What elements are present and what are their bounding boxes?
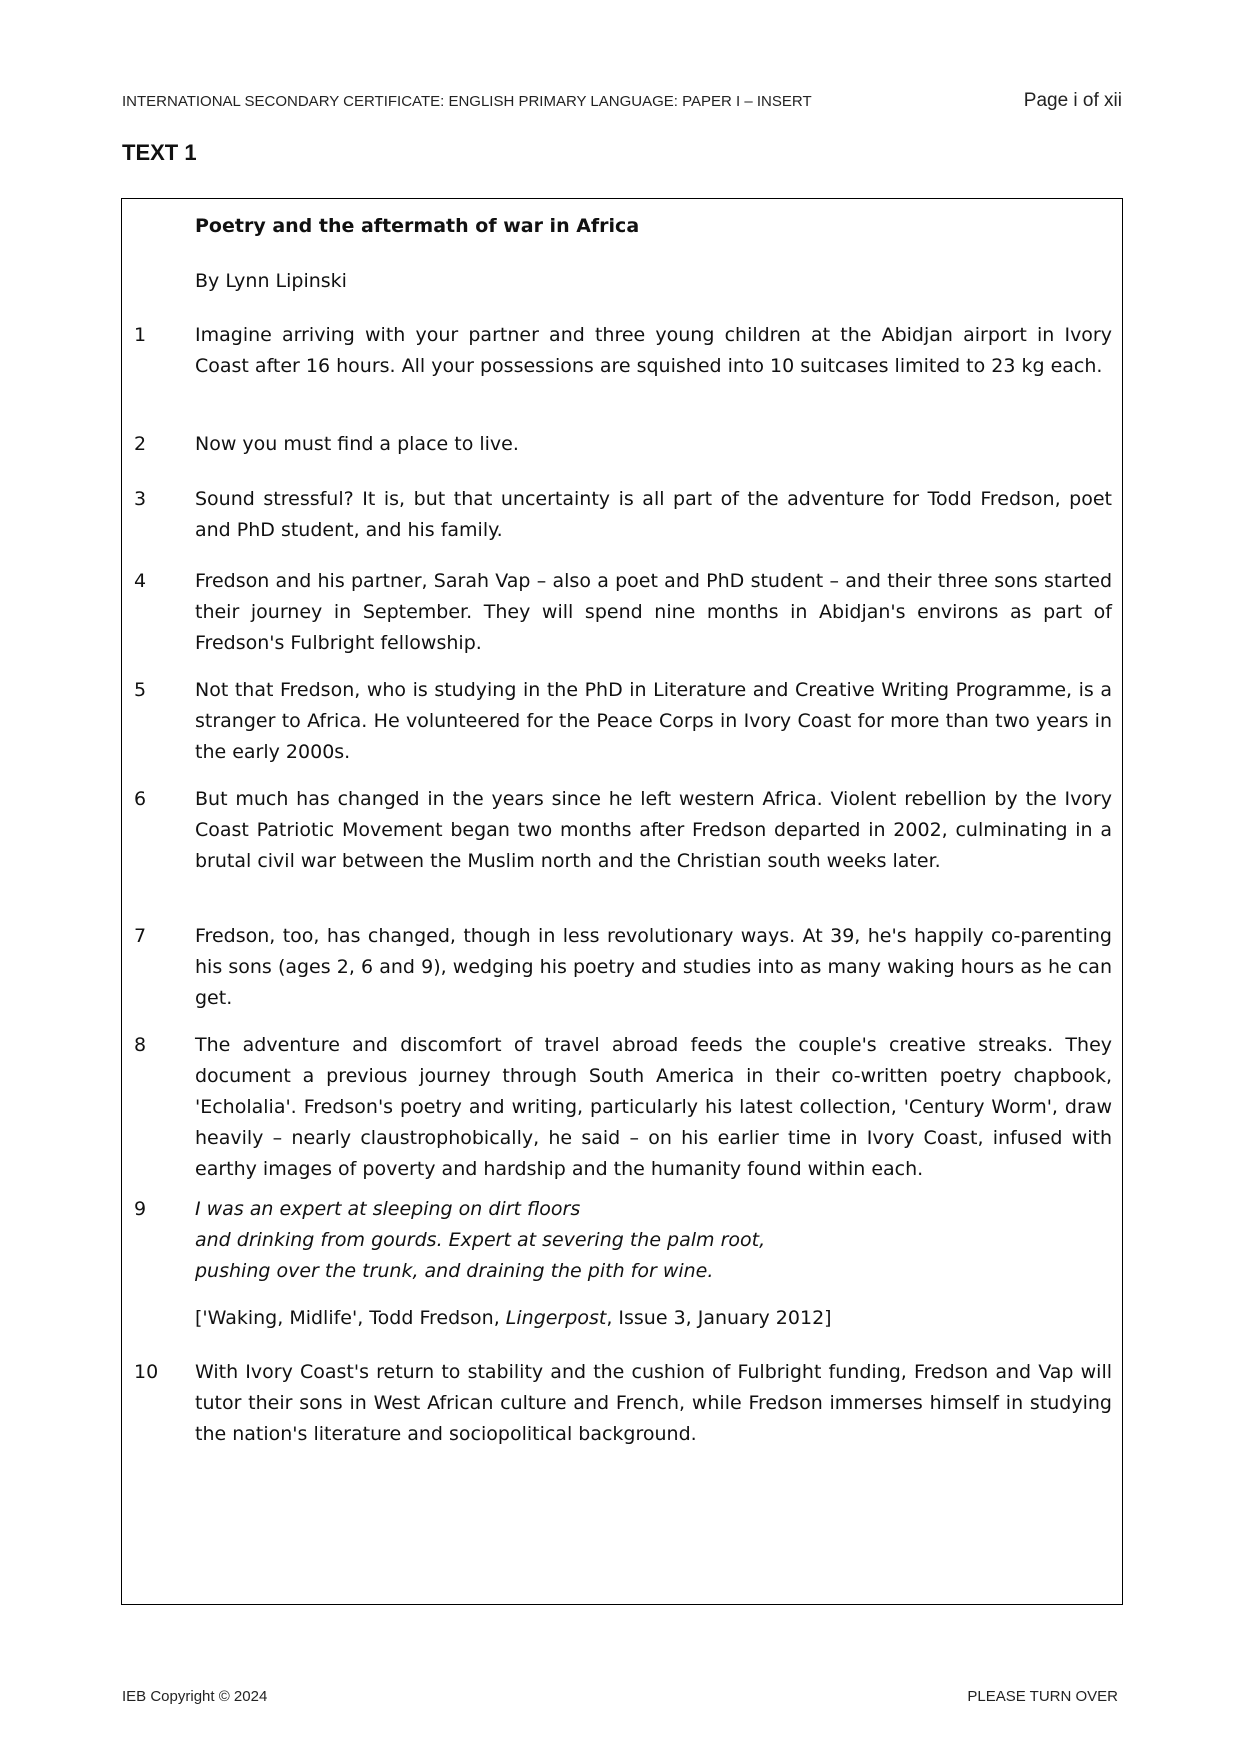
copyright-notice: IEB Copyright © 2024 [122,1688,268,1705]
citation-before: ['Waking, Midlife', Todd Fredson, [195,1307,506,1329]
section-label: TEXT 1 [122,140,197,165]
paragraph-number: 2 [134,433,147,455]
paragraph-number: 8 [134,1034,147,1056]
paragraph-text: Not that Fredson, who is studying in the PhD in Literature and Creative Writing Programme, is a stranger to Africa. He volunteered for the Peace Corps in Ivory Coast for more than two years in the early 2000s. [195,679,1112,763]
paragraph-text: Sound stressful? It is, but that uncertainty is all part of the adventure for Todd Fredson, poet and PhD student, and his family. [195,488,1112,541]
poem-line: I was an expert at sleeping on dirt floors [195,1198,581,1220]
paragraph-number: 3 [134,488,147,510]
paragraph-number: 5 [134,679,147,701]
paragraph-text: But much has changed in the years since he left western Africa. Violent rebellion by the Ivory Coast Patriotic Movement began two months after Fredson departed in 2002, culminating in a brutal civil war between the Muslim north and the Christian south weeks later. [195,788,1112,872]
paragraph-text: With Ivory Coast's return to stability and the cushion of Fulbright funding, Fredson and Vap will tutor their sons in West African culture and French, while Fredson immerses himself in studying the nation's literature and sociopolitical background. [195,1361,1112,1445]
article-box [121,198,1123,1605]
turn-over-notice: PLEASE TURN OVER [967,1688,1118,1705]
paragraph-number: 6 [134,788,147,810]
article-title: Poetry and the aftermath of war in Africa [195,215,640,237]
page-number: Page i of xii [1023,90,1122,111]
paragraph-number: 9 [134,1198,147,1220]
poem-citation [195,1303,1112,1334]
paragraph-number: 7 [134,925,147,947]
poem-excerpt [195,1194,1112,1287]
paragraph-text: Fredson, too, has changed, though in less revolutionary ways. At 39, he's happily co-parenting his sons (ages 2, 6 and 9), wedging his poetry and studies into as many waking hours as he can get. [195,925,1112,1009]
paragraph-number: 4 [134,570,147,592]
paragraph-text: Fredson and his partner, Sarah Vap – also a poet and PhD student – and their three sons started their journey in September. They will spend nine months in Abidjan's environs as part of Fredson's Fulbright fellowship. [195,570,1112,654]
paragraph-text: Imagine arriving with your partner and three young children at the Abidjan airport in Ivory Coast after 16 hours. All your possessions are squished into 10 suitcases limited to 23 kg each. [195,324,1112,377]
poem-line: pushing over the trunk, and draining the pith for wine. [195,1260,714,1282]
poem-line: and drinking from gourds. Expert at severing the palm root, [195,1229,766,1251]
paper-title: INTERNATIONAL SECONDARY CERTIFICATE: ENGLISH PRIMARY LANGUAGE: PAPER I – INSERT [122,93,812,110]
paragraph-text: Now you must find a place to live. [195,433,519,455]
paragraph-number: 10 [134,1361,159,1383]
paragraph-text: The adventure and discomfort of travel abroad feeds the couple's creative streaks. They document a previous journey through South America in their co-written poetry chapbook, 'Echolalia'. Fredson's poetry and writing, particularly his latest collection, 'Century Worm', draw heavily – nearly claustrophobically, he said – on his earlier time in Ivory Coast, infused with earthy images of poverty and hardship and the humanity found within each. [195,1034,1112,1180]
citation-source: Lingerpost [505,1307,607,1329]
article-byline: By Lynn Lipinski [195,270,347,292]
citation-after: , Issue 3, January 2012] [606,1307,832,1329]
paragraph-number: 1 [134,324,147,346]
